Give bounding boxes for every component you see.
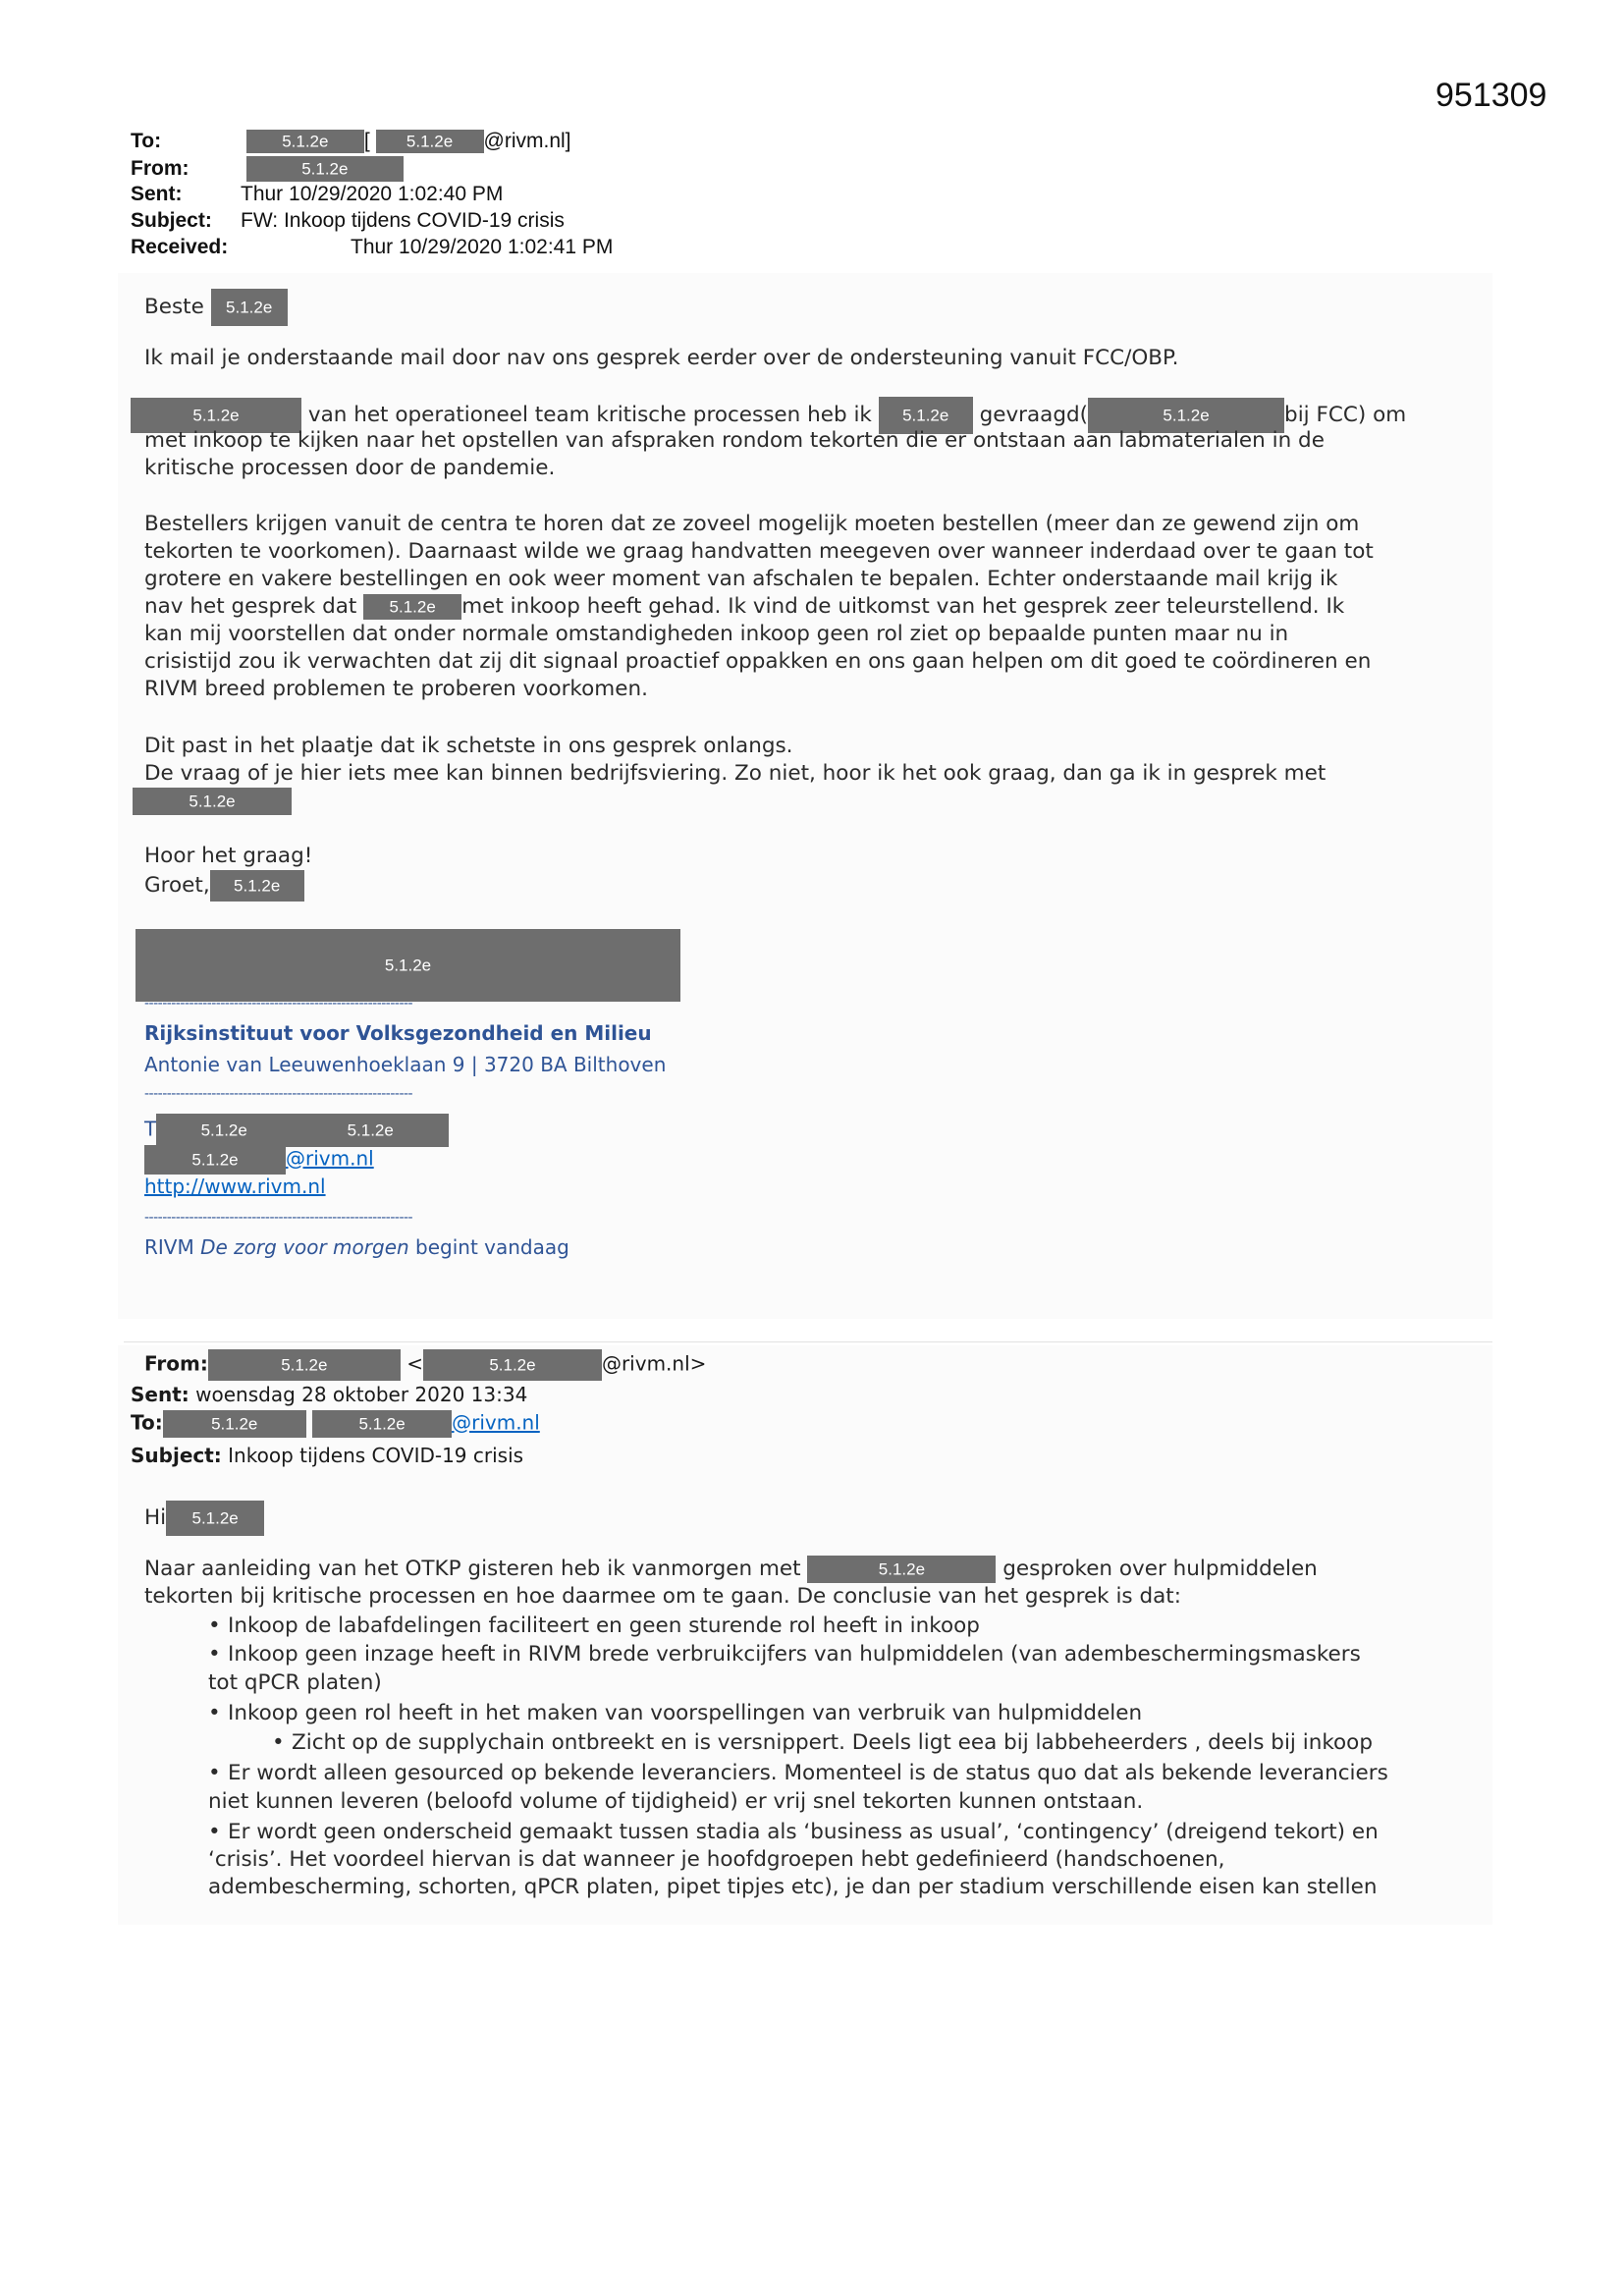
org-name: Rijksinstituut voor Volksgezondheid en Milieu <box>144 1021 652 1045</box>
orig-to-email-link[interactable]: @rivm.nl <box>452 1410 540 1435</box>
orig-from-label: From: <box>144 1351 208 1376</box>
redaction-block: 5.1.2e <box>210 870 304 902</box>
orig-subject-row: Subject: Inkoop tijdens COVID-19 crisis <box>131 1444 524 1467</box>
header-to-row <box>131 130 571 153</box>
closing-line-2: Groet, 5.1.2e <box>144 870 304 902</box>
paragraph-2-line-3: kritische processen door de pandemie. <box>144 456 556 480</box>
bullet-item: • Inkoop geen inzage heeft in RIVM brede verbruikcijfers van hulpmiddelen (van adembeschermingsmaskers <box>228 1640 1361 1668</box>
org-address: Antonie van Leeuwenhoeklaan 9 | 3720 BA Bilthoven <box>144 1053 667 1076</box>
redaction-block: 5.1.2e <box>246 156 404 182</box>
paragraph-3-line-7: RIVM breed problemen te proberen voorkomen. <box>144 677 648 701</box>
redaction-block: 5.1.2e <box>156 1114 292 1147</box>
redaction-block: 5.1.2e <box>131 398 301 433</box>
signature-name-redaction <box>135 929 680 1002</box>
redaction-block: 5.1.2e <box>135 929 680 1002</box>
header-from-row <box>131 156 404 182</box>
bullet-item: • Er wordt alleen gesourced op bekende leveranciers. Momenteel is de status quo dat als bekende leveranciers <box>228 1759 1388 1787</box>
website-link[interactable]: http://www.rivm.nl <box>144 1175 326 1198</box>
bullet-continuation: niet kunnen leveren (beloofd volume of tijdigheid) er vrij snel tekorten kunnen ontstaan. <box>208 1789 1144 1814</box>
greeting-line <box>144 289 288 326</box>
bullet-item: • Inkoop geen rol heeft in het maken van voorspellingen van verbruik van hulpmiddelen <box>228 1699 1142 1727</box>
to-label: To: <box>131 130 162 152</box>
redaction-block: 5.1.2e <box>246 130 364 153</box>
paragraph-3-line-5: kan mij voorstellen dat onder normale omstandigheden inkoop geen rol ziet op bepaalde punten maar nu in <box>144 622 1289 646</box>
paragraph-4-line-2: De vraag of je hier iets mee kan binnen bedrijfsviering. Zo niet, hoor ik het ook graag, dan ga ik in gesprek met <box>144 761 1326 786</box>
redaction-block: 5.1.2e <box>166 1501 264 1536</box>
orig-greeting: Hi 5.1.2e <box>144 1501 264 1536</box>
greeting-text: Beste <box>144 295 204 319</box>
to-domain: @rivm.nl] <box>483 130 571 152</box>
paragraph-4-line-1: Dit past in het plaatje dat ik schetste in ons gesprek onlangs. <box>144 734 793 758</box>
message-divider <box>124 1341 1492 1342</box>
bracket: [ <box>363 130 370 152</box>
orig-from-row: From: 5.1.2e < 5.1.2e @rivm.nl> <box>144 1349 706 1381</box>
paragraph-3-line-2: tekorten te voorkomen). Daarnaast wilde we graag handvatten meegeven over wanneer inderdaad over te gaan tot <box>144 539 1374 564</box>
redaction-block: 5.1.2e <box>312 1410 452 1438</box>
orig-to-row: To: 5.1.2e 5.1.2e @rivm.nl <box>131 1410 540 1438</box>
orig-sent-row: Sent: woensdag 28 oktober 2020 13:34 <box>131 1383 528 1406</box>
email-link[interactable]: @rivm.nl <box>286 1146 374 1171</box>
paragraph-3-line-4: nav het gesprek dat 5.1.2e met inkoop heeft gehad. Ik vind de uitkomst van het gesprek zeer teleurstellend. Ik <box>144 594 1345 619</box>
sub-bullet-item: • Zicht op de supplychain ontbreekt en is versnippert. Deels ligt eea bij labbeheerders , deels bij inkoop <box>292 1728 1373 1757</box>
email-line <box>144 1145 374 1175</box>
signature-divider: ------------------------------------------------------------ <box>144 996 413 1011</box>
redaction-block: 5.1.2e <box>163 1410 306 1438</box>
sent-value: Thur 10/29/2020 1:02:40 PM <box>241 183 504 205</box>
paragraph-2-line-1: 5.1.2e van het operationeel team kritische processen heb ik 5.1.2e gevraagd( 5.1.2e bij FCC) om <box>131 397 1406 434</box>
redaction-block: 5.1.2e <box>292 1114 449 1147</box>
bullet-continuation: adembescherming, schorten, qPCR platen, pipet tipjes etc), je dan per stadium verschillende eisen kan stellen <box>208 1875 1378 1899</box>
from-label: From: <box>131 156 189 180</box>
redaction-block: 5.1.2e <box>144 1145 286 1175</box>
phone-line: T 5.1.2e 5.1.2e <box>144 1114 449 1147</box>
received-label: Received: <box>131 236 229 258</box>
received-value: Thur 10/29/2020 1:02:41 PM <box>351 236 614 258</box>
paragraph-1: Ik mail je onderstaande mail door nav ons gesprek eerder over de ondersteuning vanuit FCC/OBP. <box>144 346 1179 370</box>
redaction-block: 5.1.2e <box>376 130 484 153</box>
paragraph-3-line-3: grotere en vakere bestellingen en ook weer moment van afschalen te bepalen. Echter onderstaande mail krijg ik <box>144 567 1338 591</box>
redaction-line <box>133 788 292 815</box>
tagline: RIVM De zorg voor morgen begint vandaag <box>144 1235 569 1259</box>
paragraph-3-line-6: crisistijd zou ik verwachten dat zij dit signaal proactief oppakken en ons gaan helpen om dit goed te coördineren en <box>144 649 1372 674</box>
bullet-item: • Er wordt geen onderscheid gemaakt tussen stadia als ‘business as usual’, ‘contingency’ (dreigend tekort) en <box>228 1818 1379 1846</box>
redaction-block: 5.1.2e <box>1088 398 1284 433</box>
subject-value: FW: Inkoop tijdens COVID-19 crisis <box>241 209 565 232</box>
redaction-block: 5.1.2e <box>133 788 292 815</box>
bullet-continuation: tot qPCR platen) <box>208 1670 382 1695</box>
signature-divider: ------------------------------------------------------------ <box>144 1086 413 1102</box>
header-subject-row <box>131 209 565 233</box>
header-received-row <box>131 236 613 259</box>
signature-divider: ------------------------------------------------------------ <box>144 1210 413 1226</box>
redaction-block: 5.1.2e <box>807 1556 996 1583</box>
closing-line-1: Hoor het graag! <box>144 844 313 868</box>
paragraph-2-line-2: met inkoop te kijken naar het opstellen van afspraken rondom tekorten die er ontstaan aan labmaterialen in de <box>144 428 1325 453</box>
redaction-block: 5.1.2e <box>208 1349 401 1381</box>
paragraph-3-line-1: Bestellers krijgen vanuit de centra te horen dat ze zoveel mogelijk moeten bestellen (meer dan ze gewend zijn om <box>144 512 1360 536</box>
redaction-block: 5.1.2e <box>363 594 461 620</box>
redaction-block: 5.1.2e <box>879 397 973 434</box>
bullet-item: • Inkoop de labafdelingen faciliteert en geen sturende rol heeft in inkoop <box>228 1612 980 1640</box>
subject-label: Subject: <box>131 209 212 232</box>
orig-intro-line-2: tekorten bij kritische processen en hoe daarmee om te gaan. De conclusie van het gesprek is dat: <box>144 1584 1181 1609</box>
header-sent-row <box>131 183 503 206</box>
orig-intro-line-1: Naar aanleiding van het OTKP gisteren heb ik vanmorgen met 5.1.2e gesproken over hulpmiddelen <box>144 1557 1318 1581</box>
bullet-continuation: ‘crisis’. Het voordeel hiervan is dat wanneer je hoofdgroepen hebt gedefinieerd (handschoenen, <box>208 1847 1225 1872</box>
sent-label: Sent: <box>131 183 183 205</box>
document-number: 951309 <box>1435 77 1547 114</box>
redaction-block: 5.1.2e <box>423 1349 602 1381</box>
redaction-block: 5.1.2e <box>211 289 288 326</box>
